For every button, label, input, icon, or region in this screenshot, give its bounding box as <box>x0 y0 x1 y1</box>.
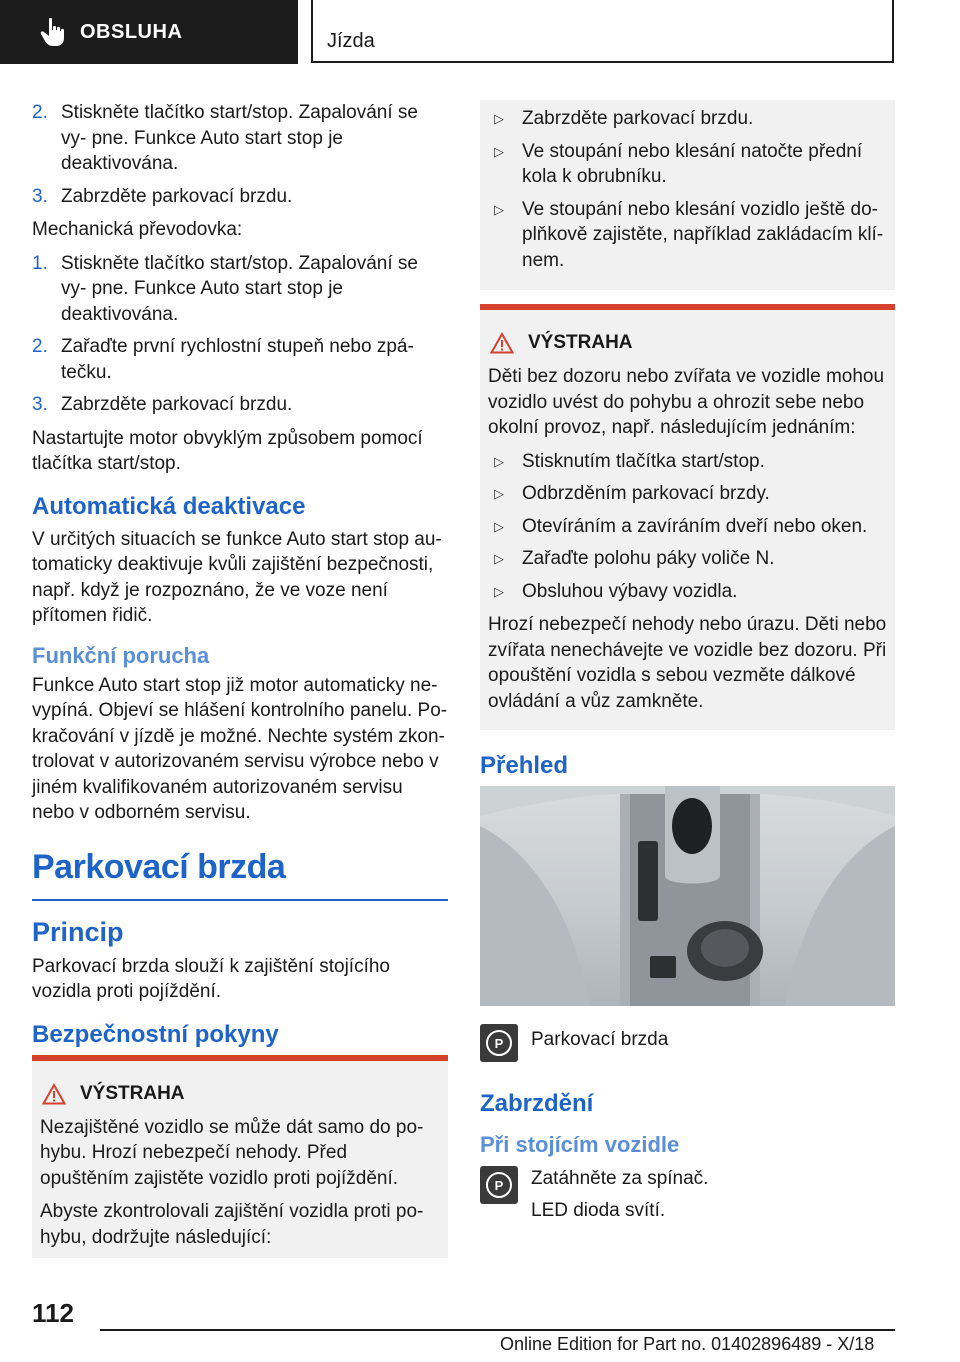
list-text: Zabrzděte parkovací brzdu. <box>61 394 293 415</box>
page-number: 112 <box>32 1298 74 1328</box>
overview-heading: Přehled <box>480 752 569 779</box>
list-number: 3. <box>32 185 48 207</box>
applying-heading: Zabrzdění <box>480 1090 594 1117</box>
triangle-bullet-icon: ▷ <box>494 201 504 217</box>
triangle-bullet-icon: ▷ <box>494 486 504 501</box>
center-console-illustration <box>480 786 895 1006</box>
list-item <box>488 106 887 132</box>
warning-title <box>488 332 887 354</box>
start-engine-text: Nastartujte motor obvyklým způsobem pomocí tlačítka start/stop. <box>32 427 423 474</box>
heading-rule <box>32 899 448 901</box>
instruction-line: Zatáhněte za spínač. <box>531 1168 709 1189</box>
left-column <box>32 100 448 1258</box>
parking-brake-heading: Parkovací brzda <box>32 847 286 886</box>
triangle-bullet-icon: ▷ <box>494 111 504 126</box>
pull-switch-instruction <box>480 1166 895 1231</box>
list-text: Stiskněte tlačítko start/stop. Zapalování se vy- pne. Funkce Auto start stop je deaktivována. <box>61 102 418 174</box>
list-item <box>488 139 887 190</box>
list-item <box>32 251 448 328</box>
list-number: 3. <box>32 394 48 415</box>
right-column <box>480 100 895 1239</box>
procedure-list-automatic <box>32 100 448 209</box>
list-number: 2. <box>32 336 48 357</box>
parking-brake-button-icon: P <box>480 1024 518 1062</box>
list-text: Odbrzděním parkovací brzdy. <box>522 483 770 504</box>
list-item <box>32 392 448 418</box>
warning-triangle-icon <box>42 1083 66 1105</box>
list-text: Ve stoupání nebo klesání vozidlo ještě do- plňkově zajistěte, například zakládacím klí- nem. <box>522 198 884 271</box>
list-item <box>488 449 887 475</box>
parking-brake-button-icon: P <box>480 1166 518 1204</box>
triangle-bullet-icon: ▷ <box>494 583 504 599</box>
bullet-list <box>488 449 887 605</box>
hand-pointer-icon <box>40 17 66 47</box>
list-text: Stisknutím tlačítka start/stop. <box>522 450 765 472</box>
warning-box <box>480 304 895 730</box>
warning-title-text: VÝSTRAHA <box>80 1082 185 1104</box>
list-item <box>32 334 448 385</box>
procedure-list-manual <box>32 251 448 418</box>
instruction-text <box>531 1166 708 1231</box>
list-item <box>488 514 887 540</box>
list-item <box>488 197 887 274</box>
list-number: 1. <box>32 252 48 274</box>
warning-continuation-box <box>480 100 895 290</box>
warning-title-text: VÝSTRAHA <box>528 332 633 353</box>
list-item <box>488 481 887 507</box>
footer-rule <box>100 1329 895 1331</box>
warning-triangle-icon <box>490 332 514 354</box>
warning-title <box>40 1083 440 1105</box>
list-text: Obsluhou výbavy vozidla. <box>522 580 738 602</box>
warning-text: Nezajištěné vozidlo se může dát samo do po- hybu. Hrozí nebezpečí nehody. Před opuštěním zajistěte vozidlo proti pojíždění. <box>40 1116 424 1189</box>
footer-edition-text: Online Edition for Part no. 01402896489 - X/18 <box>500 1334 875 1354</box>
list-text: Zabrzděte parkovací brzdu. <box>61 185 293 207</box>
triangle-bullet-icon: ▷ <box>494 143 504 159</box>
principle-heading: Princip <box>32 916 124 947</box>
list-item <box>32 184 448 210</box>
list-number: 2. <box>32 102 48 123</box>
warning-text: Abyste zkontrolovali zajištění vozidla proti po- hybu, dodržujte následující: <box>40 1201 424 1248</box>
header-tab-label: OBSLUHA <box>80 20 183 43</box>
list-item <box>488 546 887 572</box>
triangle-bullet-icon: ▷ <box>494 551 504 566</box>
safety-heading: Bezpečnostní pokyny <box>32 1020 279 1048</box>
header-section-box <box>311 0 894 63</box>
list-text: Otevíráním a zavíráním dveří nebo oken. <box>522 515 868 537</box>
list-text: Zařaďte polohu páky voliče N. <box>522 548 775 569</box>
warning-box <box>32 1055 448 1259</box>
list-text: Zařaďte první rychlostní stupeň nebo zpá- tečku. <box>61 336 414 383</box>
header-section-title: Jízda <box>327 30 375 52</box>
header-tab <box>0 0 298 64</box>
parking-brake-legend <box>480 1024 895 1062</box>
warning-text: Hrozí nebezpečí nehody nebo úrazu. Děti nebo zvířata nenechávejte ve vozidle bez dozoru. Při opouštění vozidla s sebou vezměte dálkové ovládání a vůz zamkněte. <box>488 614 887 712</box>
auto-deactivation-heading: Automatická deaktivace <box>32 492 306 520</box>
instruction-line: LED dioda svítí. <box>531 1199 666 1221</box>
principle-text: Parkovací brzda slouží k zajištění stojícího vozidla proti pojíždění. <box>32 955 390 1002</box>
center-console-photo <box>480 786 895 1006</box>
triangle-bullet-icon: ▷ <box>494 453 504 469</box>
list-item <box>488 579 887 605</box>
parking-brake-label: Parkovací brzda <box>531 1029 669 1050</box>
malfunction-heading: Funkční porucha <box>32 642 210 668</box>
list-item <box>32 100 448 177</box>
list-text: Stiskněte tlačítko start/stop. Zapalování se vy- pne. Funkce Auto start stop je deaktivována. <box>61 252 418 325</box>
list-text: Zabrzděte parkovací brzdu. <box>522 108 754 129</box>
warning-text: Děti bez dozoru nebo zvířata ve vozidle mohou vozidlo uvést do pohybu a ohrozit sebe nebo okolní provoz, např. následujícím jednáním: <box>488 366 885 438</box>
bullet-list <box>488 106 887 273</box>
list-text: Ve stoupání nebo klesání natočte přední kola k obrubníku. <box>522 140 863 187</box>
auto-deactivation-text: V určitých situacích se funkce Auto start stop au- tomaticky deaktivuje kvůli zajištění bezpečnosti, např. když je rozpoznáno, že ve voze není přítomen řidič. <box>32 528 442 626</box>
triangle-bullet-icon: ▷ <box>494 518 504 534</box>
malfunction-text: Funkce Auto start stop již motor automaticky ne- vypíná. Objeví se hlášení kontrolního panelu. Po- kračování v jízdě je možné. Nechte systém zkon- trolovat v autorizovaném servisu výrobce nebo v jiném kvalifikovaném autorizovaném servisu nebo v odborném servisu. <box>32 674 448 823</box>
standing-vehicle-heading: Při stojícím vozidle <box>480 1132 680 1157</box>
manual-transmission-label: Mechanická převodovka: <box>32 219 243 240</box>
